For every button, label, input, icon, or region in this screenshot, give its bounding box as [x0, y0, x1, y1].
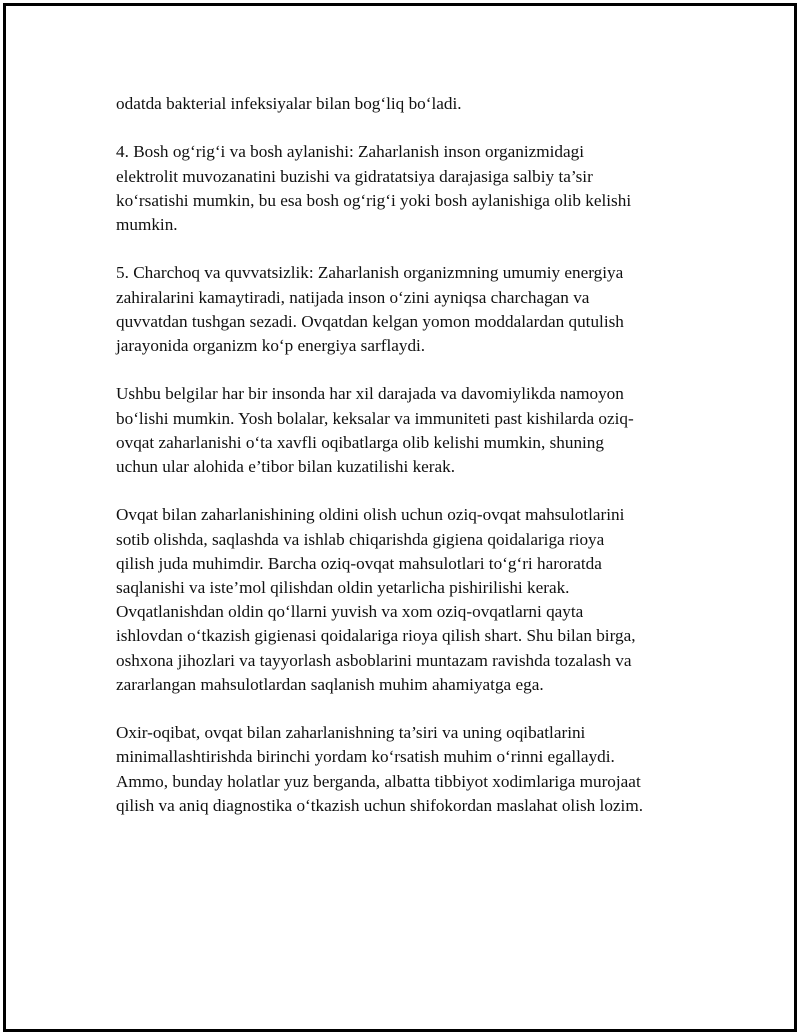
text-line: bo‘lishi mumkin. Yosh bolalar, keksalar va immuniteti past kishilarda oziq- — [116, 408, 634, 428]
paragraph-fatigue — [116, 261, 691, 358]
text-line: saqlanishi va iste’mol qilishdan oldin yetarlicha pishirilishi kerak. — [116, 578, 570, 597]
text-line: odatda bakterial infeksiyalar bilan bog‘liq bo‘ladi. — [116, 94, 462, 113]
text-line: Ushbu belgilar har bir insonda har xil darajada va davomiylikda namoyon — [116, 384, 624, 404]
text-line: uchun ular alohida e’tibor bilan kuzatilishi kerak. — [116, 457, 456, 476]
text-line: 4. Bosh og‘rig‘i va bosh aylanishi: Zaharlanish inson organizmidagi — [116, 142, 584, 162]
paragraph-continuation — [116, 92, 691, 116]
text-line: Oxir-oqibat, ovqat bilan zaharlanishning ta’siri va uning oqibatlarini — [116, 723, 586, 743]
text-line: Ammo, bunday holatlar yuz berganda, albatta tibbiyot xodimlariga murojaat — [116, 771, 641, 791]
text-line: qilish va aniq diagnostika o‘tkazish uchun shifokordan maslahat olish lozim. — [116, 795, 643, 815]
text-line: ishlovdan o‘tkazish gigienasi qoidalariga rioya qilish shart. Shu bilan birga, — [116, 626, 636, 646]
text-line: zahiralarini kamaytiradi, natijada inson o‘zini ayniqsa charchagan va — [116, 287, 590, 307]
text-line: mumkin. — [116, 215, 178, 234]
text-line: minimallashtirishda birinchi yordam ko‘rsatish muhim o‘rinni egallaydi. — [116, 747, 615, 767]
text-line: zararlangan mahsulotlardan saqlanish muhim ahamiyatga ega. — [116, 674, 544, 694]
text-line: quvvatdan tushgan sezadi. Ovqatdan kelgan yomon moddalardan qutulish — [116, 311, 624, 331]
paragraph-headache-dizziness — [116, 140, 691, 237]
text-line: oshxona jihozlari va tayyorlash asboblarini muntazam ravishda tozalash va — [116, 650, 632, 670]
document-body — [116, 92, 691, 842]
text-line: sotib olishda, saqlashda va ishlab chiqarishda gigiena qoidalariga rioya — [116, 529, 605, 549]
paragraph-symptom-variation — [116, 382, 691, 479]
paragraph-prevention — [116, 503, 691, 697]
text-line: Ovqatlanishdan oldin qo‘llarni yuvish va xom oziq-ovqatlarni qayta — [116, 602, 584, 622]
text-line: ovqat zaharlanishi o‘ta xavfli oqibatlarga olib kelishi mumkin, shuning — [116, 432, 604, 452]
text-line: ko‘rsatishi mumkin, bu esa bosh og‘rig‘i yoki bosh aylanishiga olib kelishi — [116, 190, 632, 210]
text-line: 5. Charchoq va quvvatsizlik: Zaharlanish organizmning umumiy energiya — [116, 263, 624, 283]
text-line: jarayonida organizm ko‘p energiya sarflaydi. — [116, 336, 426, 355]
text-line: Ovqat bilan zaharlanishining oldini olish uchun oziq-ovqat mahsulotlarini — [116, 505, 625, 525]
paragraph-conclusion — [116, 721, 691, 818]
text-line: elektrolit muvozanatini buzishi va gidratatsiya darajasiga salbiy ta’sir — [116, 166, 593, 186]
text-line: qilish juda muhimdir. Barcha oziq-ovqat mahsulotlari to‘g‘ri haroratda — [116, 553, 602, 573]
